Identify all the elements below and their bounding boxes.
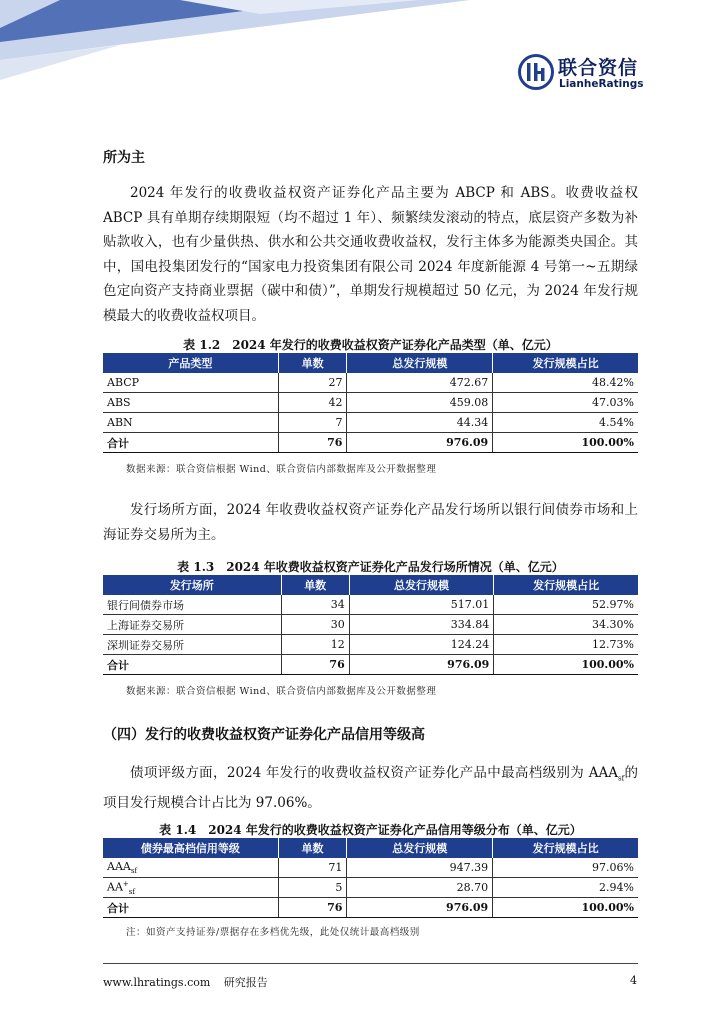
table-row — [103, 413, 638, 433]
cell-share: 2.94% — [493, 878, 638, 898]
cell-count: 71 — [278, 858, 347, 878]
cell-grade — [103, 858, 278, 878]
column-header: 单数 — [281, 575, 349, 595]
cell-share: 100.00% — [493, 898, 638, 918]
rating-subscript: sf — [617, 774, 625, 783]
grade-subscript: sf — [128, 887, 135, 896]
table-1-2-caption: 表 1.2 2024 年发行的收费收益权资产证券化产品类型（单、亿元） — [183, 338, 558, 352]
cell-count: 76 — [281, 655, 349, 675]
paragraph-venues — [103, 498, 638, 547]
brand-name-cn: 联合资信 — [558, 57, 639, 79]
cell-type: ABN — [103, 413, 278, 433]
footer-site-link[interactable]: www.lhratings.com — [103, 976, 211, 989]
cell-amount: 976.09 — [349, 655, 494, 675]
column-header: 单数 — [278, 838, 347, 858]
table-row — [103, 373, 638, 393]
header-decoration — [0, 0, 470, 80]
table-row — [103, 615, 638, 635]
column-header: 发行场所 — [103, 575, 281, 595]
grade-text: AAA — [107, 859, 131, 873]
column-header: 单数 — [278, 353, 347, 373]
cell-share: 12.73% — [494, 635, 638, 655]
cell-total-label: 合计 — [103, 433, 278, 453]
cell-amount: 976.09 — [347, 898, 493, 918]
cell-share: 100.00% — [493, 433, 638, 453]
cell-share: 52.97% — [494, 595, 638, 615]
paragraph-text: 发行场所方面，2024 年收费收益权资产证券化产品发行场所以银行间债券市场和上海证券交易所为主。 — [103, 502, 638, 543]
cell-share: 34.30% — [494, 615, 638, 635]
footer-label: 研究报告 — [223, 976, 268, 989]
cell-grade — [103, 878, 278, 898]
table-row — [103, 595, 638, 615]
table-row — [103, 635, 638, 655]
column-header: 发行规模占比 — [493, 353, 638, 373]
table-row — [103, 878, 638, 898]
table-total-row — [103, 655, 638, 675]
grade-text: AA — [107, 880, 123, 894]
column-header: 总发行规模 — [347, 353, 493, 373]
brand-logo — [518, 52, 644, 94]
footer-left — [103, 974, 268, 990]
cell-amount: 124.24 — [349, 635, 494, 655]
cell-count: 76 — [278, 433, 347, 453]
cell-venue: 深圳证券交易所 — [103, 635, 281, 655]
grade-subscript: sf — [130, 867, 138, 876]
paragraph-product-types — [103, 181, 638, 328]
page-number: 4 — [630, 974, 637, 987]
cell-count: 42 — [278, 393, 347, 413]
cell-amount: 517.01 — [349, 595, 494, 615]
cell-amount: 472.67 — [347, 373, 493, 393]
table-total-row — [103, 898, 638, 918]
cell-count: 7 — [278, 413, 347, 433]
paragraph-ratings — [103, 761, 638, 816]
cell-venue: 银行间债券市场 — [103, 595, 281, 615]
cell-total-label: 合计 — [103, 655, 281, 675]
cell-total-label: 合计 — [103, 898, 278, 918]
brand-name-en: LianheRatings — [559, 78, 644, 90]
cell-amount: 947.39 — [347, 858, 493, 878]
table-1-4-note: 注：如资产支持证券/票据存在多档优先级，此处仅统计最高档级别 — [126, 927, 420, 938]
table-1-4-caption: 表 1.4 2024 年发行的收费收益权资产证券化产品信用等级分布（单、亿元） — [159, 823, 582, 837]
cell-venue: 上海证券交易所 — [103, 615, 281, 635]
cell-share: 97.06% — [493, 858, 638, 878]
paragraph-text: 2024 年发行的收费收益权资产证券化产品主要为 ABCP 和 ABS。收费收益权 ABCP 具有单期存续期限短（均不超过 1 年）、频繁续发滚动的特点，底层资产多数为补贴款收入，也有少量供热、供水和公共交通收费收益权，发行主体多为能源类央国企。其中，国电投集团发行的“国家电力投资集团有限公司 2024 年度新能源 4 号第一~五期绿色定向资产支持商业票据（碳中和债）”，单期发行规模超过 50 亿元，为 2024 年发行规模最大的收费收益权项目。 — [103, 185, 638, 324]
table-1-3-source: 数据来源：联合资信根据 Wind、联合资信内部数据库及公开数据整理 — [126, 686, 437, 697]
cell-count: 76 — [278, 898, 347, 918]
table-1-2-source: 数据来源：联合资信根据 Wind、联合资信内部数据库及公开数据整理 — [126, 464, 437, 475]
column-header: 债券最高档信用等级 — [103, 838, 278, 858]
cell-amount: 44.34 — [347, 413, 493, 433]
footer-divider — [103, 963, 638, 964]
column-header: 发行规模占比 — [494, 575, 638, 595]
table-total-row — [103, 433, 638, 453]
table-row — [103, 858, 638, 878]
column-header: 发行规模占比 — [493, 838, 638, 858]
column-header: 总发行规模 — [347, 838, 493, 858]
cell-count: 12 — [281, 635, 349, 655]
grade-superscript: + — [122, 879, 129, 888]
lh-logo-icon — [518, 54, 554, 90]
cell-amount: 976.09 — [347, 433, 493, 453]
cell-amount: 334.84 — [349, 615, 494, 635]
cell-count: 34 — [281, 595, 349, 615]
cell-count: 30 — [281, 615, 349, 635]
paragraph-text-part: 债项评级方面，2024 年发行的收费收益权资产证券化产品中最高档级别为 AAA — [130, 765, 618, 781]
cell-type: ABCP — [103, 373, 278, 393]
column-header: 产品类型 — [103, 353, 278, 373]
cell-share: 48.42% — [493, 373, 638, 393]
table-row — [103, 393, 638, 413]
cell-amount: 459.08 — [347, 393, 493, 413]
cell-share: 100.00% — [494, 655, 638, 675]
table-1-4 — [103, 838, 638, 918]
section-4-title: （四）发行的收费收益权资产证券化产品信用等级高 — [103, 727, 425, 743]
table-1-3-caption: 表 1.3 2024 年收费收益权资产证券化产品发行场所情况（单、亿元） — [177, 560, 564, 574]
cell-share: 47.03% — [493, 393, 638, 413]
cell-share: 4.54% — [493, 413, 638, 433]
cell-type: ABS — [103, 393, 278, 413]
cell-amount: 28.70 — [347, 878, 493, 898]
table-1-3 — [103, 575, 638, 675]
paragraph-text-part: 的项目发行规模合计占比为 97.06%。 — [103, 765, 639, 812]
cell-count: 5 — [278, 878, 347, 898]
paragraph-text — [103, 761, 638, 816]
column-header: 总发行规模 — [349, 575, 494, 595]
section-tail-heading: 所为主 — [103, 150, 145, 166]
cell-count: 27 — [278, 373, 347, 393]
table-1-2 — [103, 353, 638, 453]
